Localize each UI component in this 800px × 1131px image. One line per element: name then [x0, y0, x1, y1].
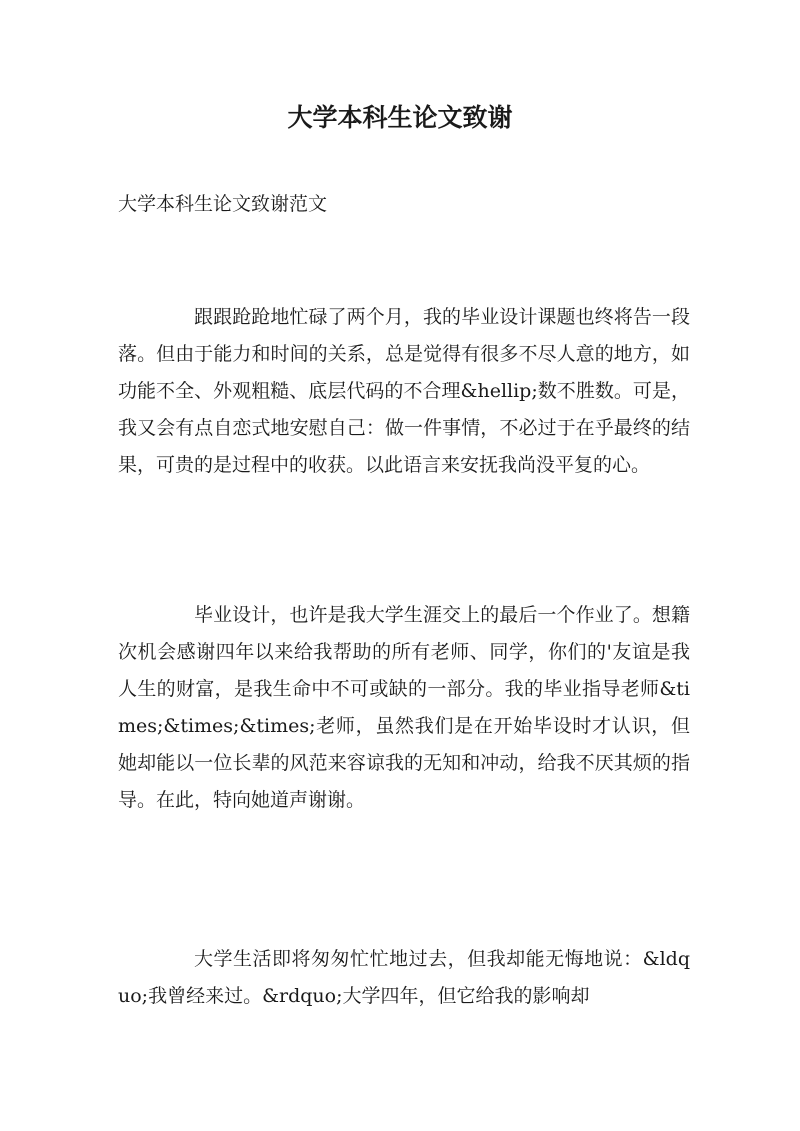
paragraph-2: 毕业设计，也许是我大学生涯交上的最后一个作业了。想籍次机会感谢四年以来给我帮助的所有老师、同学，你们的'友谊是我人生的财富，是我生命中不可或缺的一部分。我的毕业指导老师&times;&times;&times;老师，虽然我们是在开始毕设时才认识，但她却能以一位长辈的风范来容谅我的无知和冲动，给我不厌其烦的指导。在此，特向她道声谢谢。: [118, 604, 690, 811]
paragraph-1: 跟跟跄跄地忙碌了两个月，我的毕业设计课题也终将告一段落。但由于能力和时间的关系，总是觉得有很多不尽人意的地方，如功能不全、外观粗糙、底层代码的不合理&hellip;数不胜数。可是，我又会有点自恋式地安慰自己：做一件事情，不必过于在乎最终的结果，可贵的是过程中的收获。以此语言来安抚我尚没平复的心。: [118, 306, 690, 476]
document-title: 大学本科生论文致谢: [287, 103, 513, 132]
paragraph-3: 大学生活即将匆匆忙忙地过去，但我却能无悔地说：&ldquo;我曾经来过。&rdquo;大学四年，但它给我的影响却: [118, 948, 690, 1007]
document-subtitle: 大学本科生论文致谢范文: [118, 193, 328, 215]
